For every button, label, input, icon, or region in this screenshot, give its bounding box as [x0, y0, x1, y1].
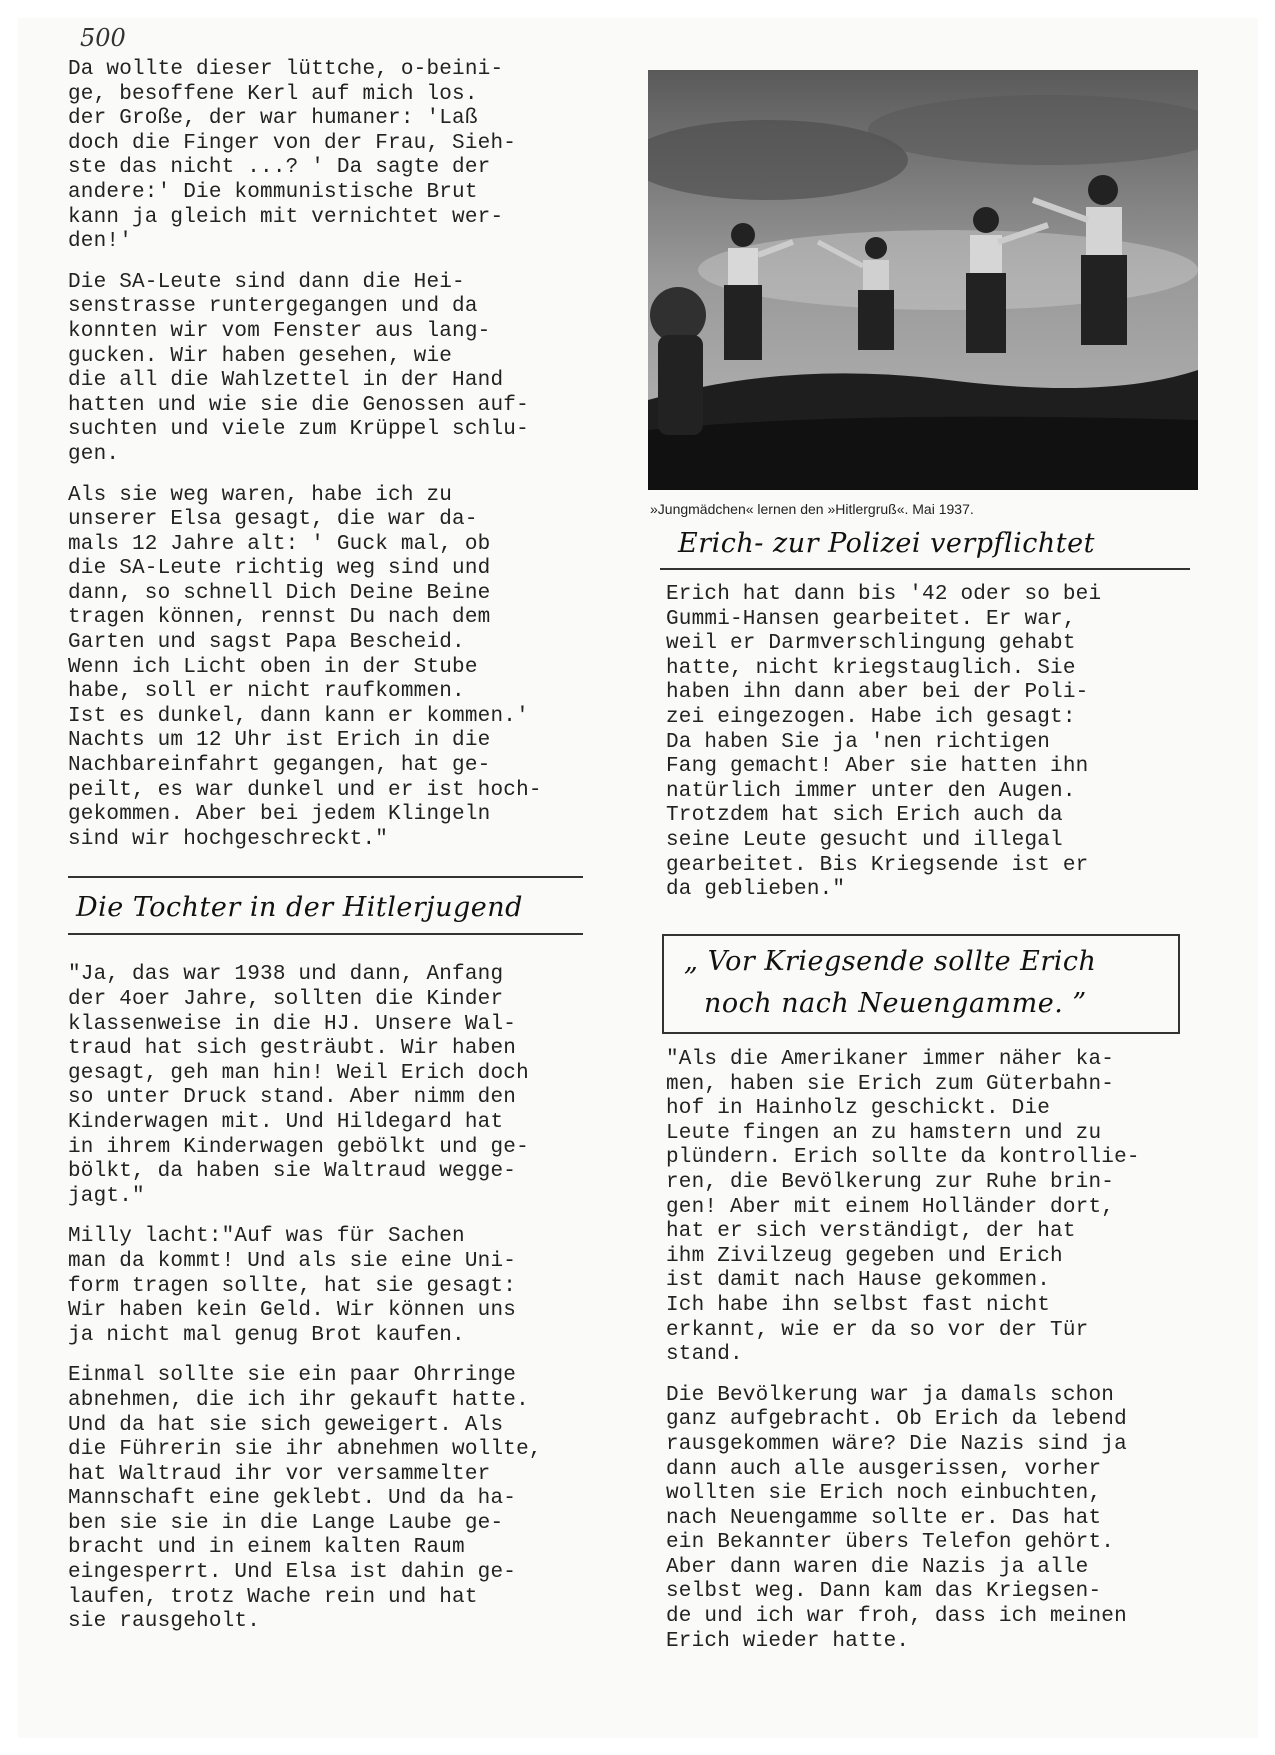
- paragraph: Da wollte dieser lüttche, o-beini- ge, besoffene Kerl auf mich los. der Große, der war humaner: 'Laß doch die Finger von der Frau, Sieh- ste das nicht ...? ' Da sagte der andere:' Die kommunistische Brut kann ja gleich mit vernichtet wer- den!': [68, 58, 517, 254]
- paragraph: Die Bevölkerung war ja damals schon ganz aufgebracht. Ob Erich da lebend rausgekommen wäre? Die Nazis sind ja dann auch alle ausgerissen, vorher wollten sie Erich noch einbuchten, nach Neuengamme sollte er. Das hat ein Bekannter übers Telefon gehört. Aber dann waren die Nazis ja alle selbst weg. Dann kam das Kriegsen- de und ich war froh, dass ich meinen Erich wieder hatte.: [666, 1383, 1127, 1653]
- photo-caption: »Jungmädchen« lernen den »Hitlergruß«. Mai 1937.: [650, 501, 974, 517]
- paragraph: Milly lacht:"Auf was für Sachen man da kommt! Und als sie eine Uni- form tragen sollte, hat sie gesagt: Wir haben kein Geld. Wir können uns ja nicht mal genug Brot kaufen.: [68, 1225, 517, 1347]
- section-heading: Erich- zur Polizei verpflichtet: [678, 528, 1095, 559]
- paragraph: "Ja, das war 1938 und dann, Anfang der 4oer Jahre, sollten die Kinder klassenweise in die HJ. Unsere Wal- traud hat sich gesträubt. Wir haben gesagt, geh man hin! Weil Erich doch so unter Druck stand. Aber nimm den Kinderwagen mit. Und Hildegard hat in ihrem Kinderwagen gebölkt und ge- bölkt, da haben sie Waltraud wegge- jagt.": [68, 963, 529, 1208]
- paragraph: Als sie weg waren, habe ich zu unserer Elsa gesagt, die war da- mals 12 Jahre alt: ' Guck mal, ob die SA-Leute richtig weg sind und dann, so schnell Dich Deine Beine tragen können, rennst Du nach dem Garten und sagst Papa Bescheid. Wenn ich Licht oben in der Stube habe, soll er nicht raufkommen. Ist es dunkel, dann kann er kommen.' Nachts um 12 Uhr ist Erich in die Nachbareinfahrt gegangen, hat ge- peilt, es war dunkel und er ist hoch- gekommen. Aber bei jedem Klingeln sind wir hochgeschreckt.": [68, 483, 542, 851]
- left-column: [68, 58, 628, 1651]
- section-divider: [68, 876, 583, 878]
- right-column: [666, 583, 1226, 919]
- paragraph: "Als die Amerikaner immer näher ka- men, haben sie Erich zum Güterbahn- hof in Hainholz geschickt. Die Leute fingen an zu hamstern und zu plündern. Erich sollte da kontrollie- ren, die Bevölkerung zur Ruhe brin- gen! Aber mit einem Holländer dort, hat er sich verständigt, der hat ihm Zivilzeug gegeben und Erich ist damit nach Hause gekommen. Ich habe ihn selbst fast nicht erkannt, wie er da so vor der Tür stand.: [666, 1048, 1140, 1367]
- section-heading: Die Tochter in der Hitlerjugend: [76, 892, 523, 924]
- photo-illustration: [648, 70, 1198, 490]
- paragraph: Einmal sollte sie ein paar Ohrringe abnehmen, die ich ihr gekauft hatte. Und da hat sie sich geweigert. Als die Führerin sie ihr abnehmen wollte, hat Waltraud ihr vor versammelter Mannschaft eine geklebt. Und da ha- ben sie sie in die Lange Laube ge- bracht und in einem kalten Raum eingesperrt. Und Elsa ist dahin ge- laufen, trotz Wache rein und hat sie rausgeholt.: [68, 1364, 542, 1634]
- document-page: [18, 18, 1258, 1738]
- pull-quote-line: noch nach Neuengamme. ”: [704, 988, 1087, 1019]
- pull-quote-box: [662, 934, 1180, 1034]
- page-number: 500: [80, 24, 126, 52]
- pull-quote-line: „ Vor Kriegsende sollte Erich: [684, 946, 1097, 977]
- section-divider: [660, 568, 1190, 570]
- right-column-lower: [666, 1048, 1226, 1670]
- historical-photo: [648, 70, 1198, 490]
- paragraph: Die SA-Leute sind dann die Hei- senstrasse runtergegangen und da konnten wir vom Fenster aus lang- gucken. Wir haben gesehen, wie die all die Wahlzettel in der Hand hatten und wie sie die Genossen auf- suchten und viele zum Krüppel schlu- gen.: [68, 270, 529, 466]
- paragraph: Erich hat dann bis '42 oder so bei Gummi-Hansen gearbeitet. Er war, weil er Darmverschlingung gehabt hatte, nicht kriegstauglich. Sie haben ihn dann aber bei der Poli- zei eingezogen. Habe ich gesagt: Da haben Sie ja 'nen richtigen Fang gemacht! Aber sie hatten ihn natürlich immer unter den Augen. Trotzdem hat sich Erich auch da seine Leute gesucht und illegal gearbeitet. Bis Kriegsende ist er da geblieben.": [666, 583, 1102, 902]
